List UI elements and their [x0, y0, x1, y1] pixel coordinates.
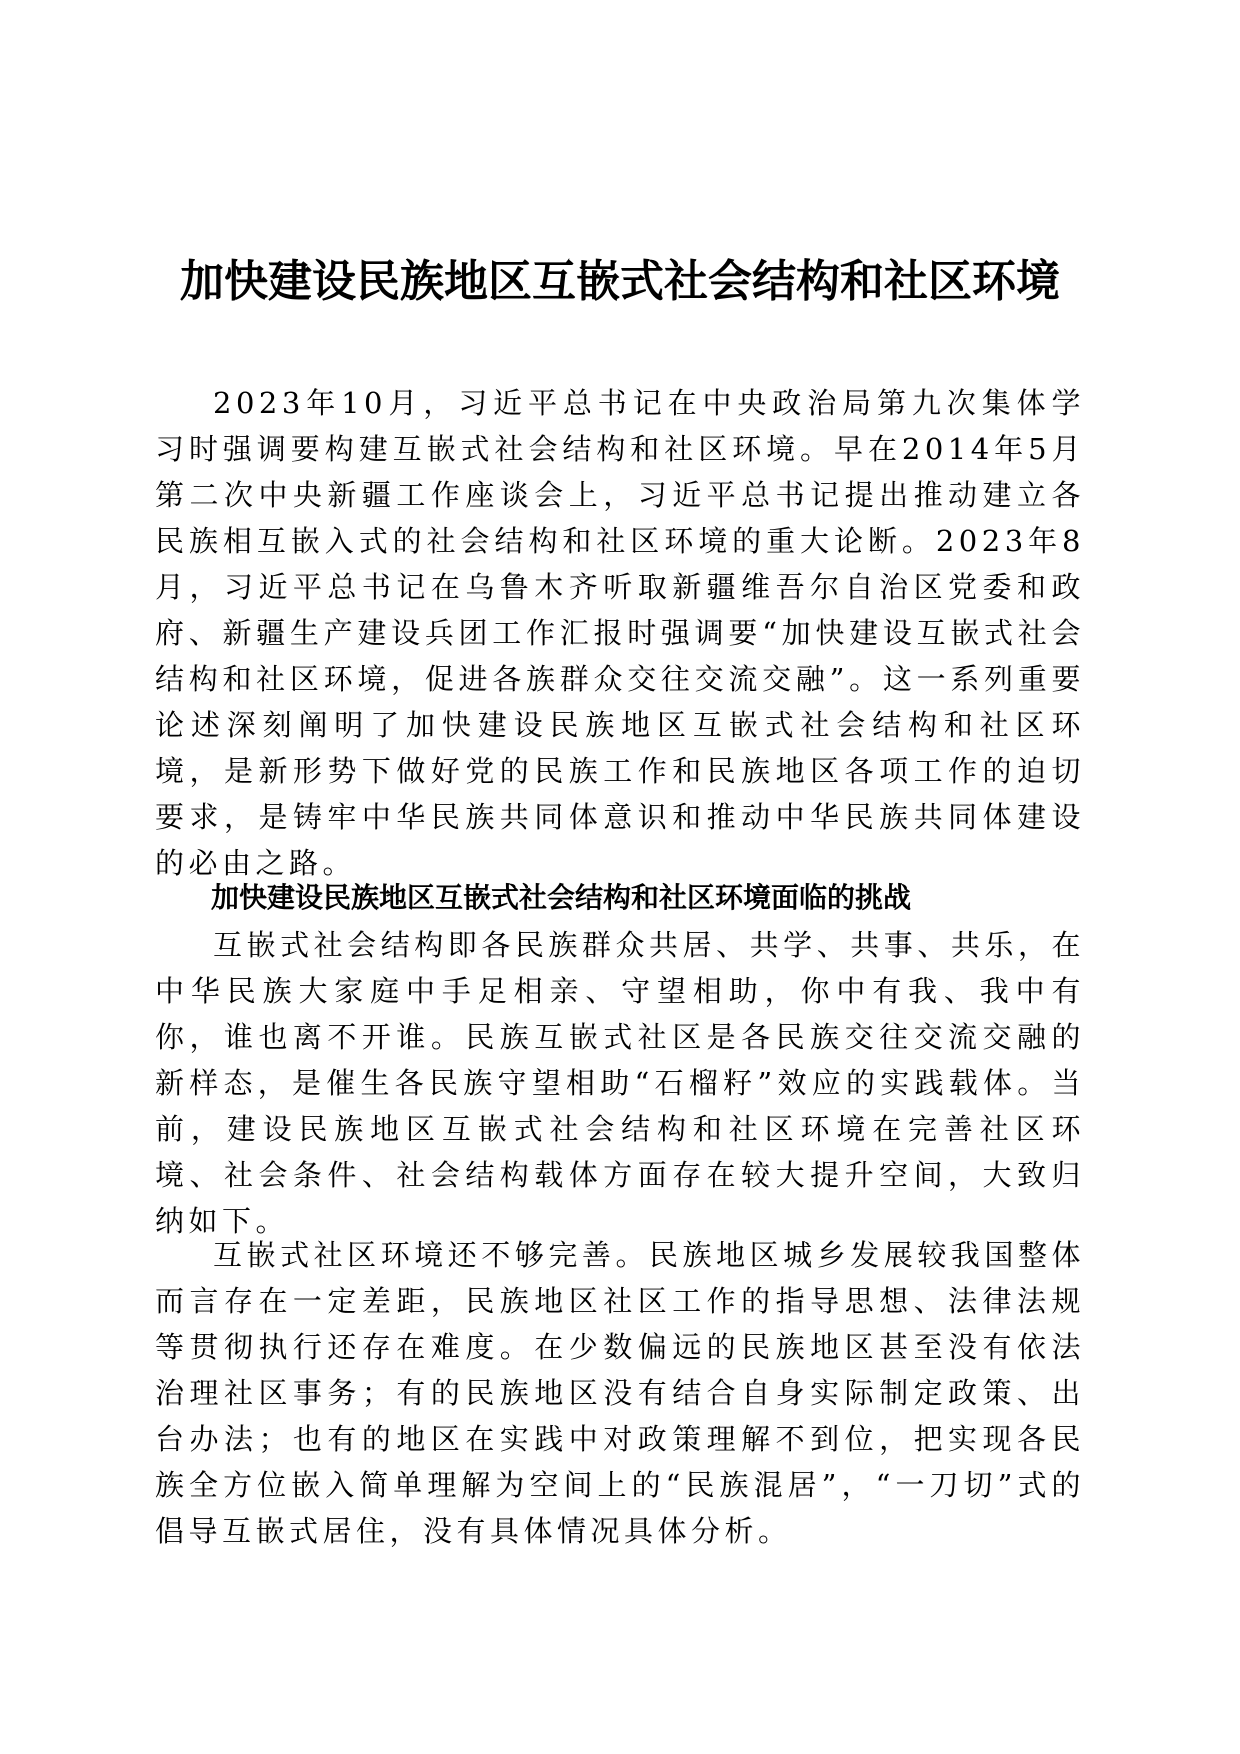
document-title: 加快建设民族地区互嵌式社会结构和社区环境: [180, 256, 1060, 307]
paragraph-environment: 互嵌式社区环境还不够完善。民族地区城乡发展较我国整体而言存在一定差距，民族地区社区工作的指导思想、法律法规等贯彻执行还存在难度。在少数偏远的民族地区甚至没有依法治理社区事务；有的民族地区没有结合自身实际制定政策、出台办法；也有的地区在实践中对政策理解不到位，把实现各民族全方位嵌入简单理解为空间上的“民族混居”，“一刀切”式的倡导互嵌式居住，没有具体情况具体分析。: [155, 1238, 1085, 1548]
paragraph-intro: 2023年10月，习近平总书记在中央政治局第九次集体学习时强调要构建互嵌式社会结构和社区环境。早在2014年5月第二次中央新疆工作座谈会上，习近平总书记提出推动建立各民族相互嵌入式的社会结构和社区环境的重大论断。2023年8月，习近平总书记在乌鲁木齐听取新疆维吾尔自治区党委和政府、新疆生产建设兵团工作汇报时强调要“加快建设互嵌式社会结构和社区环境，促进各族群众交往交流交融”。这一系列重要论述深刻阐明了加快建设民族地区互嵌式社会结构和社区环境，是新形势下做好党的民族工作和民族地区各项工作的迫切要求，是铸牢中华民族共同体意识和推动中华民族共同体建设的必由之路。: [155, 386, 1085, 880]
section-heading: 加快建设民族地区互嵌式社会结构和社区环境面临的挑战: [211, 881, 912, 914]
paragraph-definition: 互嵌式社会结构即各民族群众共居、共学、共事、共乐，在中华民族大家庭中手足相亲、守望相助，你中有我、我中有你，谁也离不开谁。民族互嵌式社区是各民族交往交流交融的新样态，是催生各民族守望相助“石榴籽”效应的实践载体。当前，建设民族地区互嵌式社会结构和社区环境在完善社区环境、社会条件、社会结构载体方面存在较大提升空间，大致归纳如下。: [155, 928, 1085, 1238]
